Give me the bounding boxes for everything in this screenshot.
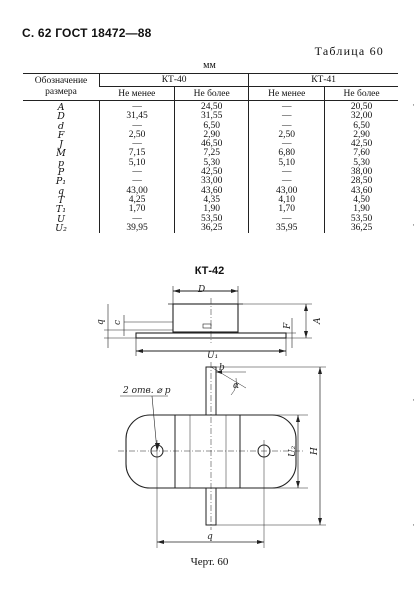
table-cell: 2,90 [325, 131, 398, 140]
top-view [118, 362, 326, 548]
table-cell: 43,00 [100, 187, 175, 196]
table-cell: — [100, 101, 175, 113]
symbol-column-header: Обозначение размера [23, 74, 100, 101]
edge-mark: · [412, 520, 415, 530]
label-u2: U₂ [288, 445, 298, 457]
table-cell: 1,70 [249, 205, 325, 214]
label-d: D [198, 285, 206, 295]
table-cell: 43,60 [175, 187, 249, 196]
table-cell: 24,50 [175, 101, 249, 113]
row-symbol: d [57, 120, 65, 132]
label-h: H [310, 447, 320, 455]
row-symbol: p [57, 157, 65, 169]
table-cell: 5,30 [175, 159, 249, 168]
dimensions-table [23, 73, 398, 233]
table-cell: 2,50 [249, 131, 325, 140]
table-cell: 36,25 [175, 224, 249, 233]
table-cell: 4,10 [249, 196, 325, 205]
table-cell: 1,70 [100, 205, 175, 214]
label-alpha: α [233, 381, 240, 391]
table-cell: — [100, 215, 175, 224]
table-unit: мм [203, 60, 216, 71]
table-cell: — [249, 140, 325, 149]
table-cell: 4,25 [100, 196, 175, 205]
row-symbol: T [57, 194, 65, 206]
page-header-standard: С. 62 ГОСТ 18472—88 [22, 26, 152, 40]
table-cell: 6,50 [175, 122, 249, 131]
table-cell: 53,50 [175, 215, 249, 224]
row-symbol: F [57, 129, 65, 141]
table-cell: 7,60 [325, 149, 398, 158]
table-cell: — [100, 122, 175, 131]
table-cell: 46,50 [175, 140, 249, 149]
table-number: Таблица 60 [314, 44, 384, 58]
row-symbol: U [56, 213, 65, 225]
label-f: F [283, 322, 293, 329]
table-cell: 42,50 [175, 168, 249, 177]
table-cell: 43,00 [249, 187, 325, 196]
table-cell: 38,00 [325, 168, 398, 177]
table-cell: 28,50 [325, 177, 398, 186]
table-cell: — [249, 122, 325, 131]
table-cell: 35,95 [249, 224, 325, 233]
drawing-title: КТ-42 [194, 265, 225, 277]
table-cell: — [249, 215, 325, 224]
edge-mark: · [412, 220, 415, 230]
table-cell: 1,90 [325, 205, 398, 214]
label-holes: 2 отв. ⌀ p [123, 386, 171, 396]
table-cell: 6,50 [325, 122, 398, 131]
table-cell: 20,50 [325, 101, 398, 113]
table-cell: 2,50 [100, 131, 175, 140]
table-cell: 4,50 [325, 196, 398, 205]
label-c: c [113, 319, 123, 325]
table-cell: 33,00 [175, 177, 249, 186]
table-cell: 53,50 [325, 215, 398, 224]
table-cell: 43,60 [325, 187, 398, 196]
table-cell: 31,55 [175, 112, 249, 121]
table-cell: — [249, 177, 325, 186]
row-symbol: q [57, 185, 65, 197]
subheader-max: Не более [325, 87, 398, 101]
label-u1: U₁ [207, 351, 219, 361]
table-cell: — [100, 168, 175, 177]
table-cell: 5,10 [100, 159, 175, 168]
row-symbol: J [59, 139, 63, 151]
edge-mark: · [412, 395, 415, 405]
table-cell: — [100, 177, 175, 186]
table-cell: 7,15 [100, 149, 175, 158]
subheader-max: Не более [175, 87, 249, 101]
table-cell: 2,90 [175, 131, 249, 140]
table-cell: 7,25 [175, 149, 249, 158]
figure-caption: Черт. 60 [190, 556, 229, 568]
kt42-drawing [0, 278, 419, 558]
subheader-min: Не менее [100, 87, 175, 101]
table-row [23, 224, 398, 233]
row-symbol: T₁ [55, 204, 67, 216]
table-cell: — [249, 101, 325, 113]
table-cell: 42,50 [325, 140, 398, 149]
row-symbol: D [57, 111, 65, 123]
table-cell: 39,95 [100, 224, 175, 233]
group-header-kt40: КТ-40 [100, 74, 249, 87]
row-symbol: A [57, 102, 65, 113]
row-symbol: P [57, 167, 65, 179]
table-cell: 5,10 [249, 159, 325, 168]
table-cell: 5,30 [325, 159, 398, 168]
subheader-min: Не менее [249, 87, 325, 101]
row-symbol: U₂ [55, 222, 67, 234]
row-symbol: M [56, 148, 66, 160]
table-cell: — [249, 168, 325, 177]
label-q-bottom: q [207, 532, 213, 542]
label-a: A [313, 317, 323, 324]
table-cell: 32,00 [325, 112, 398, 121]
row-symbol: P₁ [55, 176, 67, 188]
side-view [96, 285, 323, 361]
table-cell: 6,80 [249, 149, 325, 158]
table-cell: 1,90 [175, 205, 249, 214]
table-cell: 4,35 [175, 196, 249, 205]
table-cell: 36,25 [325, 224, 398, 233]
table-cell: — [100, 140, 175, 149]
label-b: b [219, 363, 225, 373]
table-cell: — [249, 112, 325, 121]
edge-mark: · [412, 100, 415, 110]
table-cell: 31,45 [100, 112, 175, 121]
label-q-side: q [96, 319, 106, 325]
group-header-kt41: КТ-41 [249, 74, 398, 87]
